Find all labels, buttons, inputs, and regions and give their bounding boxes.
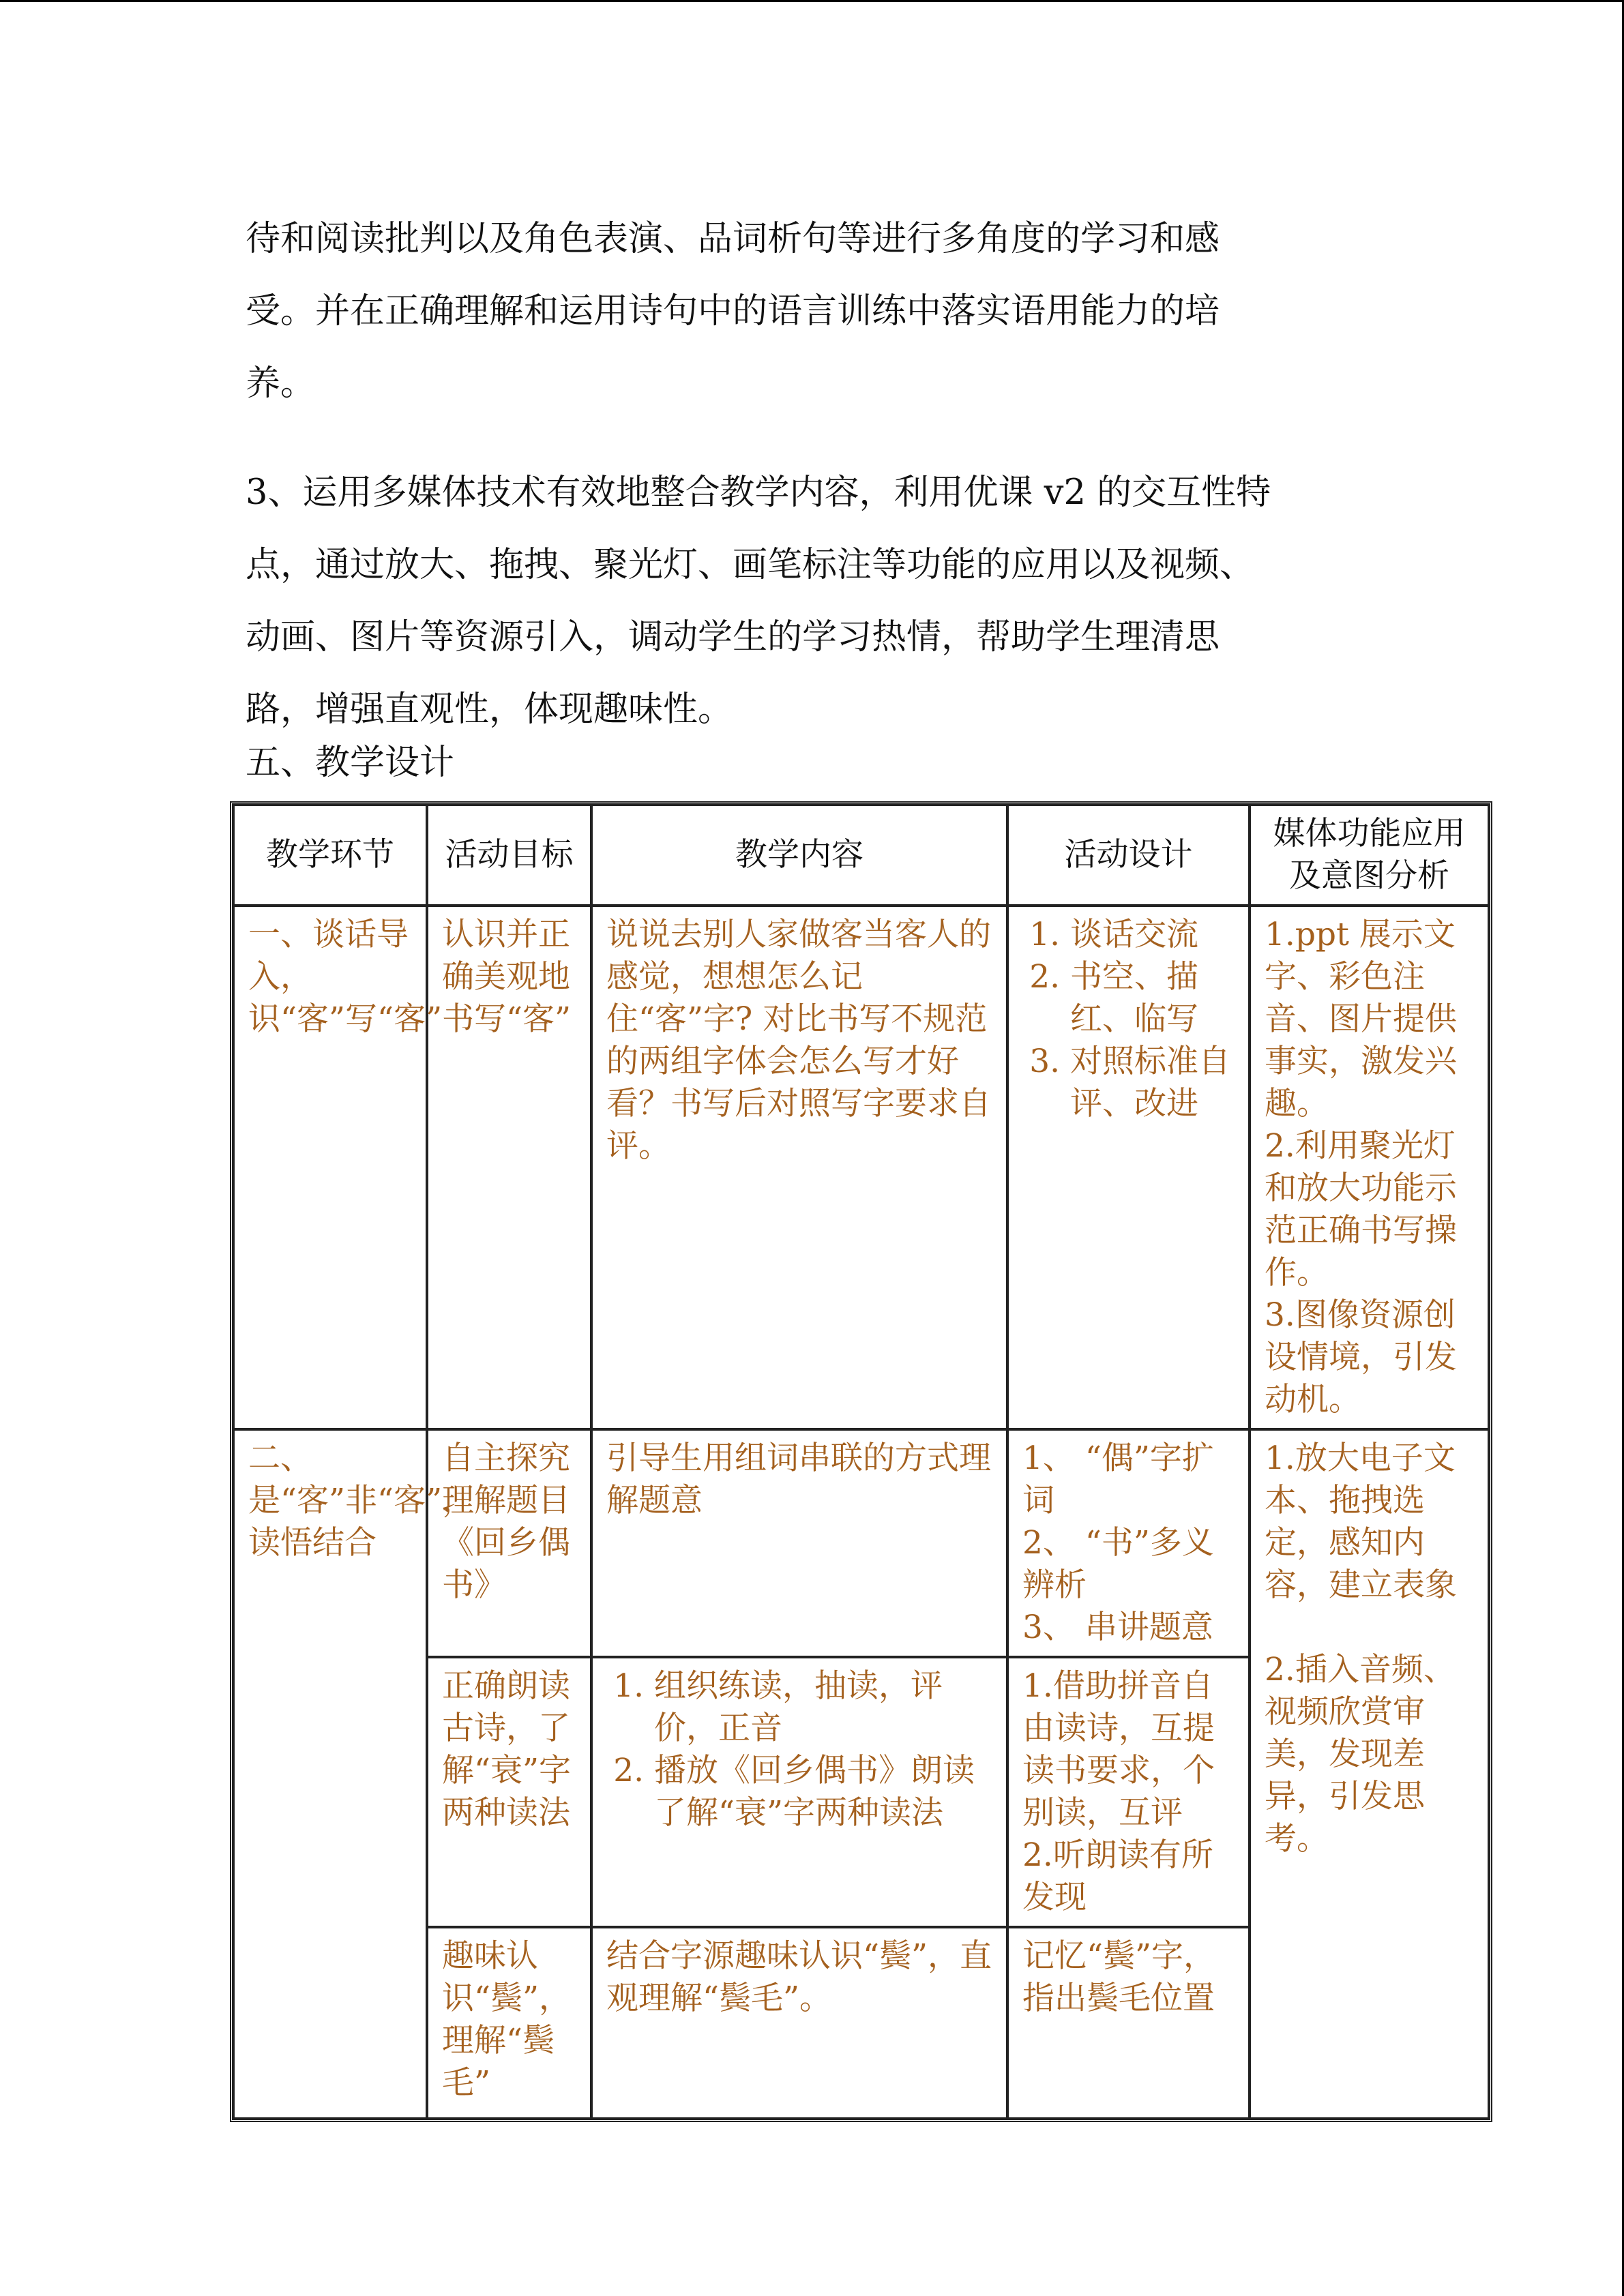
spacer xyxy=(1265,1607,1474,1649)
paragraph-line: 点，通过放大、拖拽、聚光灯、画笔标注等功能的应用以及视频、 xyxy=(246,545,1255,585)
header-media: 媒体功能应用及意图分析 xyxy=(1250,805,1489,906)
list-item: 2、 “书”多义辨析 xyxy=(1022,1524,1214,1604)
paragraph-line: 动画、图片等资源引入，调动学生的学习热情，帮助学生理清思 xyxy=(246,617,1220,657)
paragraph-1 xyxy=(246,203,1220,420)
row2a-content: 引导生用组词串联的方式理解题意 xyxy=(591,1429,1007,1657)
header-stage: 教学环节 xyxy=(233,805,427,906)
header-content: 教学内容 xyxy=(591,805,1007,906)
paragraph-line: 待和阅读批判以及角色表演、品词析句等进行多角度的学习和感 xyxy=(246,219,1220,259)
row2b-design: 1.借助拼音自由读诗，互提读书要求，个别读，互评 2.听朗读有所发现 xyxy=(1007,1657,1250,1927)
list-item: 1. 谈话交流 xyxy=(1070,914,1235,956)
row1-goal: 认识并正确美观地书写“客” xyxy=(427,906,591,1429)
row1-media: 1.ppt 展示文字、彩色注音、图片提供事实，激发兴趣。 2.利用聚光灯和放大功能示范正确书写操作。 3.图像资源创设情境，引发动机。 xyxy=(1250,906,1489,1429)
row2c-goal: 趣味认识“鬓”，理解“鬓毛” xyxy=(427,1927,591,2119)
row1-content: 说说去别人家做客当客人的感觉，想想怎么记住“客”字? 对比书写不规范的两组字体会怎么写才好看？书写后对照写字要求自评。 xyxy=(591,906,1007,1429)
list-item: 3、 串讲题意 xyxy=(1022,1609,1213,1646)
row2b-goal: 正确朗读古诗，了解“衰”字两种读法 xyxy=(427,1657,591,1927)
row1-stage: 一、谈话导入，识“客”写“客” xyxy=(233,906,427,1429)
list-item: 1、 “偶”字扩词 xyxy=(1022,1440,1214,1519)
section-title: 五、教学设计 xyxy=(246,743,455,783)
header-goal: 活动目标 xyxy=(427,805,591,906)
table-header-row xyxy=(233,805,1489,906)
teaching-design-table xyxy=(230,801,1492,2122)
list-item: 2. 播放《回乡偶书》朗读了解“衰”字两种读法 xyxy=(654,1750,992,1834)
paragraph-line: 养。 xyxy=(246,363,316,404)
row2-media xyxy=(1250,1429,1489,2119)
list-item: 3. 对照标准自评、改进 xyxy=(1070,1041,1235,1125)
row2c-content: 结合字源趣味认识“鬓”，直观理解“鬓毛”。 xyxy=(591,1927,1007,2119)
paragraph-line: 路，增强直观性，体现趣味性。 xyxy=(246,689,733,730)
paragraph-2 xyxy=(246,457,1271,746)
row2a-design xyxy=(1007,1429,1250,1657)
row2b-content xyxy=(591,1657,1007,1927)
row2c-design: 记忆“鬓”字，指出鬓毛位置 xyxy=(1007,1927,1250,2119)
list-item: 1. 组织练读，抽读，评价，正音 xyxy=(654,1665,992,1750)
row2b-content-list xyxy=(606,1665,992,1834)
row2-stage: 二、是“客”非“客”，读悟结合 xyxy=(233,1429,427,2119)
row2a-goal: 自主探究理解题目《回乡偶书》 xyxy=(427,1429,591,1657)
table-row xyxy=(233,1429,1489,1657)
header-design: 活动设计 xyxy=(1007,805,1250,906)
media-point-1: 1.放大电子文本、拖拽选定，感知内容，建立表象 xyxy=(1265,1440,1457,1604)
list-item: 2. 书空、描红、临写 xyxy=(1070,956,1235,1041)
row1-design-list xyxy=(1022,914,1235,1125)
paragraph-line: 受。并在正确理解和运用诗句中的语言训练中落实语用能力的培 xyxy=(246,291,1220,331)
paragraph-line: 3、运用多媒体技术有效地整合教学内容，利用优课 v2 的交互性特 xyxy=(246,473,1271,513)
table-row xyxy=(233,906,1489,1429)
row1-design xyxy=(1007,906,1250,1429)
media-point-2: 2.插入音频、视频欣赏审美，发现差异，引发思考。 xyxy=(1265,1651,1456,1858)
